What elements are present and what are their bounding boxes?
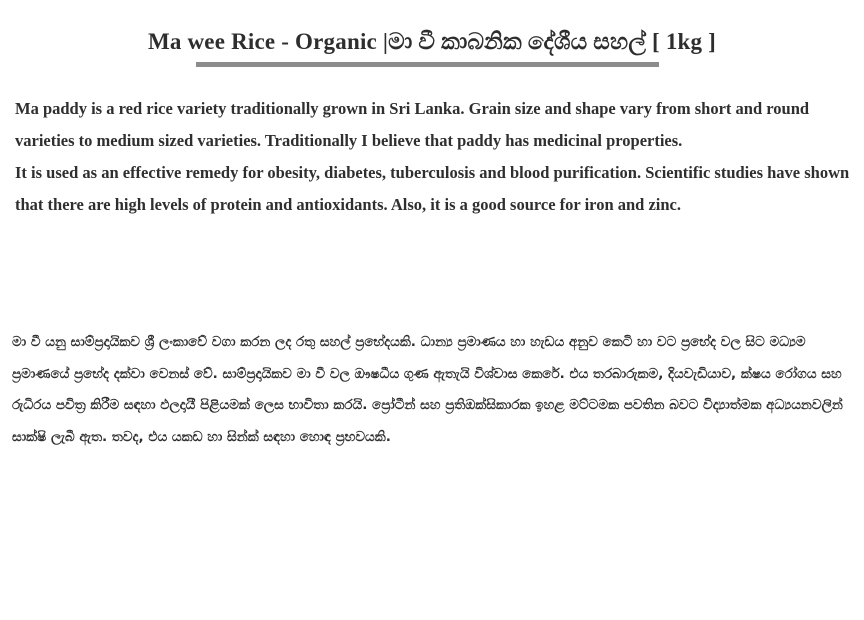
- description-sinhala: [12, 327, 857, 453]
- description-sinhala-paragraph-1: මා වී යනු සාම්ප්‍රදායිකව ශ්‍රී ලංකාවේ වගා කරන ලද රතු සහල් ප්‍රභේදයකි. ධාන්‍ය ප්‍රමාණය හා හැඩය අනුව කෙටි හා වට ප්‍රභේද වල සිට මධ්‍යම ප්‍රමාණයේ ප්‍රභේද දක්වා වෙනස් වේ. සාම්ප්‍රදායිකව මා වී වල ඖෂධීය ගුණ ඇතැයි විශ්වාස කෙරේ. එය තරබාරුකම, දියවැඩියාව, ක්ෂය රෝගය සහ රුධිරය පවිත්‍ර කිරීම සඳහා ඵලදායී පිළියමක් ලෙස භාවිතා කරයි. ප්‍රෝටීන් සහ ප්‍රතිඔක්සිකාරක ඉහළ මට්ටමක පවතින බවට විද්‍යාත්මක අධ්‍යයනවලින් සාක්ෂි ලැබී ඇත. තවද, එය යකඩ හා සින්ක් සඳහා හොඳ ප්‍රභවයකි.: [12, 334, 843, 445]
- title-container: [0, 29, 864, 55]
- title-underline: [196, 62, 659, 67]
- description-english: [15, 93, 855, 221]
- description-english-paragraph-2: It is used as an effective remedy for obesity, diabetes, tuberculosis and blood purification. Scientific studies have shown that there are high levels of protein and antioxidants. Also, it is a good source for iron and zinc.: [15, 163, 850, 214]
- page-title: Ma wee Rice - Organic |මා වී කාබනික දේශීය සහල් [ 1kg ]: [147, 29, 717, 54]
- description-english-paragraph-1: Ma paddy is a red rice variety traditionally grown in Sri Lanka. Grain size and shape vary from short and round varieties to medium sized varieties. Traditionally I believe that paddy has medicinal properties.: [15, 99, 810, 150]
